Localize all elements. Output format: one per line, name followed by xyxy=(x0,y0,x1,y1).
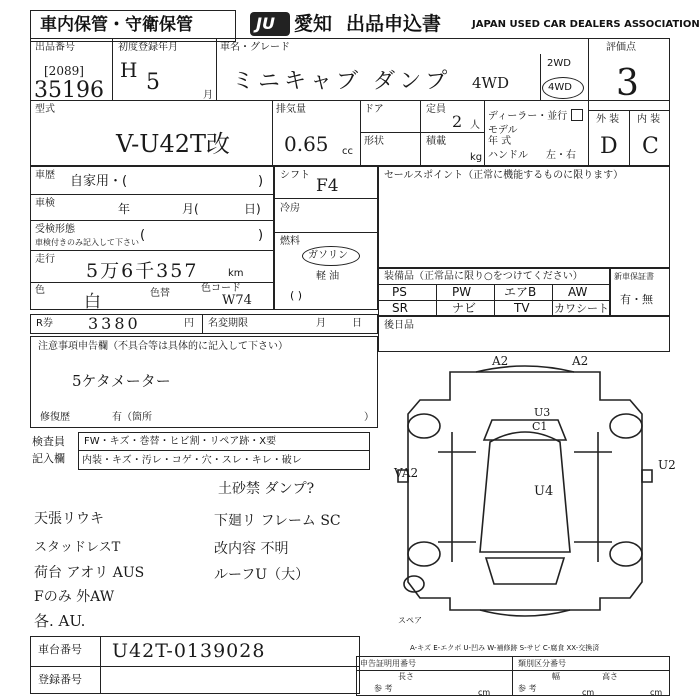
shift-label: シフト xyxy=(280,170,310,181)
load-label: 積載 xyxy=(426,136,446,147)
warranty-value: 有・無 xyxy=(620,293,653,306)
warranty-label: 新車保証書 xyxy=(614,272,654,281)
damage-diagram xyxy=(380,352,670,652)
inspector-label-2: 記入欄 xyxy=(32,452,65,465)
measure-wid: 幅 xyxy=(552,672,560,681)
recycle-unit: 円 xyxy=(184,318,194,329)
repair-label: 修復歴 xyxy=(40,412,70,423)
equipment-label: 装備品（正常品に限り○をつけてください） xyxy=(384,271,583,282)
displacement-value: 0.65 xyxy=(284,132,329,156)
mileage-label: 走行 xyxy=(35,254,55,265)
model-drive-value: 4WD xyxy=(472,74,509,92)
name-change-label: 名変期限 xyxy=(208,318,248,329)
inspection-day: 日) xyxy=(244,202,261,216)
inspection-label: 車検 xyxy=(35,198,55,209)
dealer-year-label: 年 式 xyxy=(488,136,512,147)
remark-6: 荷台 アオリ AUS xyxy=(34,565,145,581)
type-label: 型式 xyxy=(35,104,55,115)
equip-navi: ナビ xyxy=(452,301,477,315)
dealer-label: ディーラー・並行 xyxy=(488,111,568,122)
interior-grade: C xyxy=(642,134,659,159)
remark-5: 改内容 不明 xyxy=(214,541,289,557)
exterior-grade: D xyxy=(600,134,618,159)
registration-era: H xyxy=(120,58,138,82)
lot-bracket: [2089] xyxy=(44,64,84,78)
sales-point-block xyxy=(378,166,670,268)
registration-month-unit: 月 xyxy=(203,90,213,101)
diag-legend: A-キズ E-エクボ U-凹み W-補修跡 S-サビ C-腐食 XX-交換済 xyxy=(410,644,600,652)
mileage-unit: km xyxy=(228,268,244,279)
color-change-label: 色替 xyxy=(150,288,170,299)
remark-2: 天張リウキ xyxy=(34,511,104,527)
sales-point-label: セールスポイント（正常に機能するものに限ります） xyxy=(384,170,624,181)
reception-open: ( xyxy=(140,228,146,243)
back-order-block xyxy=(378,316,670,352)
diag-mark-u3: U3 xyxy=(534,406,551,419)
color-code-value: W74 xyxy=(222,293,252,308)
inspector-row-1: FW・キズ・巻替・ヒビ割・リペア跡・X要 xyxy=(84,436,277,447)
notes-value: 5ケタメーター xyxy=(72,372,171,390)
lot-number: 35196 xyxy=(34,78,104,103)
inspection-month: 月( xyxy=(182,202,199,216)
drive-2wd: 2WD xyxy=(547,58,571,69)
doors-label: ドア xyxy=(364,104,384,115)
lot-label: 出品番号 xyxy=(35,42,75,53)
notes-label: 注意事項申告欄（不具合等は具体的に記入して下さい） xyxy=(38,341,288,352)
capacity-unit: 人 xyxy=(470,120,480,131)
equip-leather: カワシート xyxy=(554,302,609,315)
handle-options: 左・右 xyxy=(546,150,576,161)
equip-aw: AW xyxy=(568,285,588,299)
measure-cm-2: cm xyxy=(582,688,595,697)
remark-3: 下廻リ フレーム SC xyxy=(214,513,341,529)
name-change-month: 月 xyxy=(316,318,326,329)
diag-spare: スペア xyxy=(398,616,422,625)
diag-mark-a2-right: A2 xyxy=(572,354,589,368)
model-name-value: ミニキャブ ダンプ xyxy=(232,69,452,94)
reception-close: ) xyxy=(258,228,264,243)
history-label: 車歴 xyxy=(35,170,55,181)
fuel-label: 燃料 xyxy=(280,236,300,247)
equip-airbag: エアB xyxy=(504,285,537,299)
color-code-label: 色コード xyxy=(201,283,241,294)
mileage-value: 5万6千357 xyxy=(86,260,199,282)
inspector-label-1: 検査員 xyxy=(32,435,65,448)
diag-mark-a2-left: A2 xyxy=(492,354,509,368)
form-title: 出品申込書 xyxy=(346,13,442,35)
inspector-row-2: 内装・キズ・汚レ・コゲ・穴・スレ・キレ・破レ xyxy=(82,455,302,466)
reg-no-label: 登録番号 xyxy=(38,673,82,686)
type-value: V-U42T改 xyxy=(116,130,231,158)
reception-note: 車検付きのみ記入して下さい xyxy=(35,238,139,247)
measure-cm-1: cm xyxy=(478,688,491,697)
diag-mark-c1: C1 xyxy=(532,420,548,433)
history-close: ) xyxy=(258,174,264,189)
load-unit: kg xyxy=(470,152,483,163)
recycle-value: 3380 xyxy=(88,314,141,333)
exterior-label: 外 装 xyxy=(596,114,620,125)
measure-len: 長さ xyxy=(398,672,414,681)
color-value: 白 xyxy=(84,292,101,312)
chassis-label: 車台番号 xyxy=(38,643,82,656)
fuel-paren: ( ) xyxy=(290,289,303,302)
registration-label: 初度登録年月 xyxy=(118,42,178,53)
storage-tag-text: 車内保管・守衛保管 xyxy=(40,15,193,35)
equip-ps: PS xyxy=(392,285,407,299)
back-order-label: 後日品 xyxy=(384,320,414,331)
repair-value: 有（箇所 xyxy=(112,412,152,423)
equip-pw: PW xyxy=(452,285,472,299)
shift-value: F4 xyxy=(316,176,339,196)
color-label: 色 xyxy=(35,285,45,296)
ju-logo-text: JU xyxy=(256,14,275,33)
registration-year: 5 xyxy=(146,70,160,95)
measure-c1: 申告証明用番号 xyxy=(360,659,416,668)
measure-cm-3: cm xyxy=(650,688,663,697)
remark-1: 土砂禁 ダンプ? xyxy=(218,481,315,497)
diag-mark-u4: U4 xyxy=(534,484,554,499)
capacity-value: 2 xyxy=(452,112,463,131)
diag-mark-u2: U2 xyxy=(658,458,676,472)
model-name-label: 車名・グレード xyxy=(220,42,290,53)
shape-label: 形状 xyxy=(364,136,384,147)
equip-sr: SR xyxy=(392,301,408,315)
measure-c4: 類別区分番号 xyxy=(518,659,566,668)
repair-close: ） xyxy=(364,412,374,423)
recycle-label: R券 xyxy=(36,318,53,329)
interior-label: 内 装 xyxy=(637,114,661,125)
measure-c2: 参 考 xyxy=(374,684,393,693)
measure-hgt: 高さ xyxy=(602,672,618,681)
displacement-label: 排気量 xyxy=(276,104,306,115)
score-label: 評価点 xyxy=(606,42,636,53)
dealer-model-label: モデル xyxy=(488,125,518,136)
dealer-checkbox[interactable] xyxy=(571,109,583,121)
equip-tv: TV xyxy=(514,301,530,315)
drive-4wd: 4WD xyxy=(548,82,572,93)
aircon-label: 冷房 xyxy=(280,203,300,214)
capacity-label: 定員 xyxy=(426,104,446,115)
name-change-day: 日 xyxy=(352,318,362,329)
inspection-year: 年 xyxy=(118,202,131,216)
remark-7: ルーフU（大） xyxy=(214,567,310,583)
fuel-gasoline: ガソリン xyxy=(308,250,348,261)
org-name: 愛知 xyxy=(294,13,333,35)
remark-9: 各. AU. xyxy=(34,612,86,630)
displacement-unit: cc xyxy=(342,146,353,157)
fuel-diesel: 軽 油 xyxy=(316,271,340,282)
remark-8: Fのみ 外AW xyxy=(34,589,115,605)
remark-4: スタッドレスT xyxy=(34,540,121,555)
history-value: 自家用・( xyxy=(70,174,128,189)
score-value: 3 xyxy=(616,63,639,104)
measure-c3: 参 考 xyxy=(518,684,537,693)
diag-mark-va2: VA2 xyxy=(394,466,419,480)
reception-label: 受検形態 xyxy=(35,224,75,235)
handle-label: ハンドル xyxy=(488,150,528,161)
chassis-value: U42T-0139028 xyxy=(112,640,266,662)
assoc-name: JAPAN USED CAR DEALERS ASSOCIATION xyxy=(472,19,700,30)
